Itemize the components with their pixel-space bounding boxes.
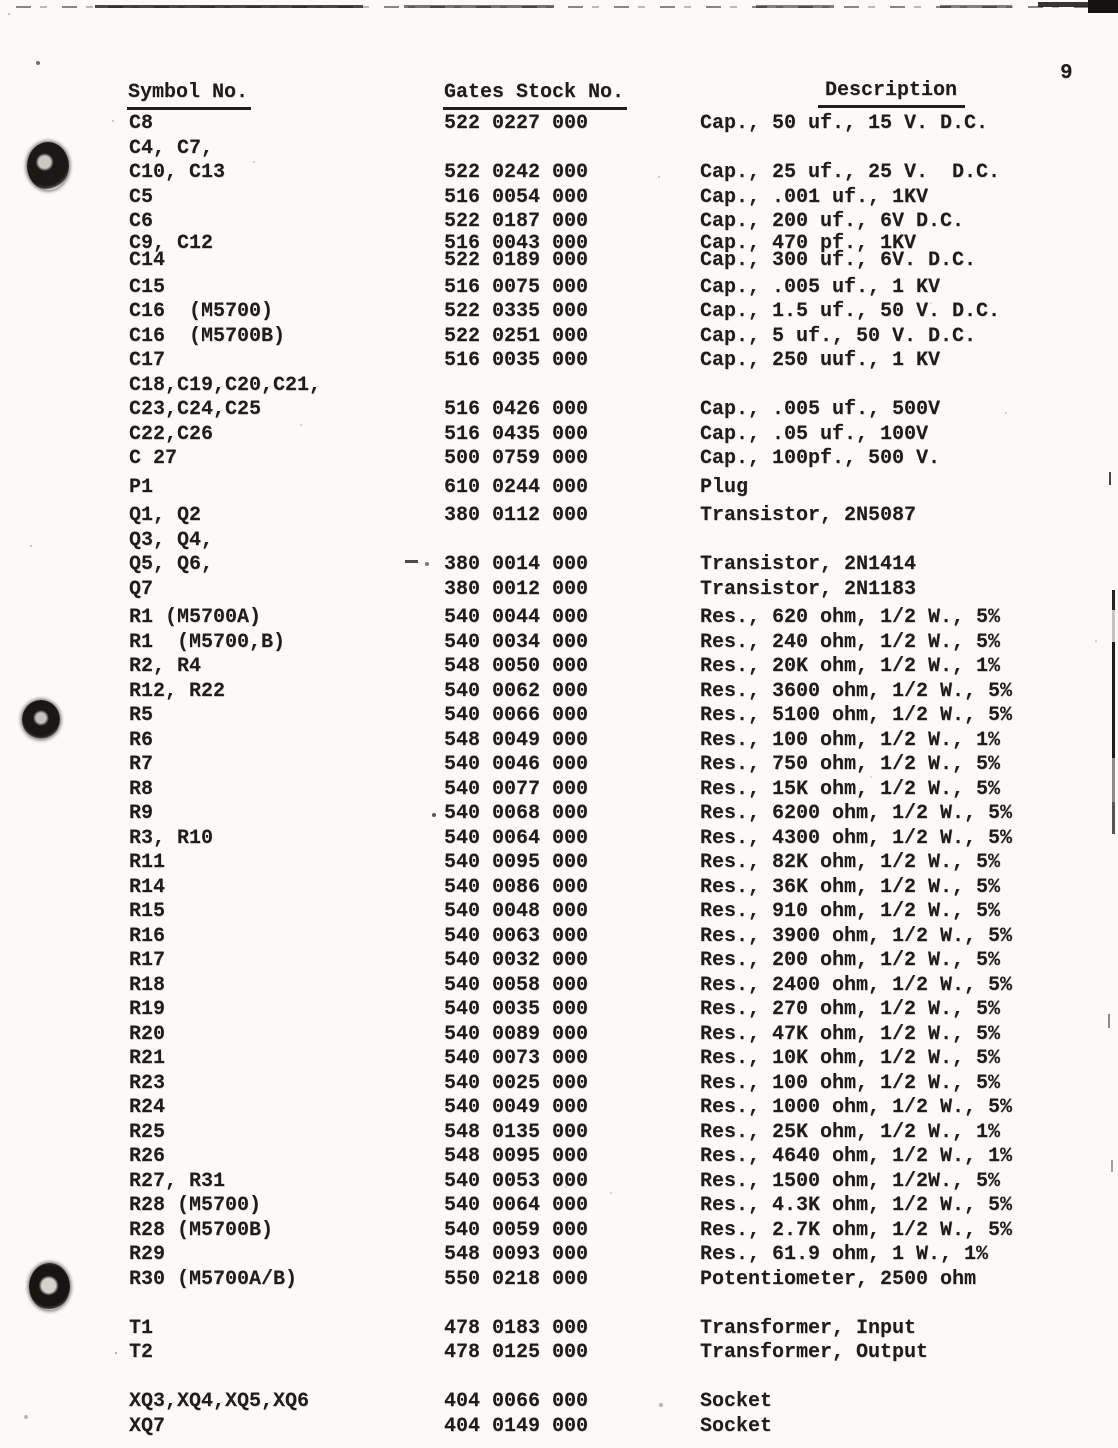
scan-edge-line xyxy=(940,5,1012,8)
stock-cell: 540 0066 000 xyxy=(444,704,589,727)
description-cell: Plug xyxy=(700,475,749,499)
description-cell: Res., 20K ohm, 1/2 W., 1% xyxy=(700,655,1001,678)
punch-hole-mark xyxy=(29,1263,70,1310)
description-cell: Transformer, Input xyxy=(700,1316,917,1340)
table-row xyxy=(129,1292,1109,1317)
description-cell: Res., 750 ohm, 1/2 W., 5% xyxy=(700,753,1001,776)
table-row xyxy=(129,802,1109,827)
stock-cell: 540 0073 000 xyxy=(444,1047,589,1070)
description-cell: Res., 2400 ohm, 1/2 W., 5% xyxy=(700,973,1013,997)
description-cell: Transistor, 2N1183 xyxy=(700,577,917,601)
scan-edge-line xyxy=(756,5,834,8)
stock-cell: 522 0187 000 xyxy=(444,210,589,233)
description-cell: Res., 100 ohm, 1/2 W., 5% xyxy=(700,1071,1001,1095)
symbol-cell: XQ7 xyxy=(129,1414,166,1438)
symbol-cell: R15 xyxy=(129,900,166,923)
stock-cell: 404 0066 000 xyxy=(444,1390,589,1413)
stock-cell: 540 0063 000 xyxy=(444,924,589,948)
table-row xyxy=(129,1170,1109,1195)
stock-cell: 516 0035 000 xyxy=(444,349,589,372)
stock-cell: 516 0054 000 xyxy=(444,185,589,209)
symbol-cell: C10, C13 xyxy=(129,161,226,184)
description-cell: Cap., 250 uuf., 1 KV xyxy=(700,349,941,372)
symbol-cell: R20 xyxy=(129,1022,166,1046)
stock-cell xyxy=(444,529,700,554)
table-row xyxy=(129,1390,1109,1415)
description-cell: Res., 3900 ohm, 1/2 W., 5% xyxy=(700,924,1013,948)
stock-cell: 404 0149 000 xyxy=(444,1414,589,1438)
scan-edge-mark xyxy=(1111,1160,1113,1172)
table-row xyxy=(129,876,1109,901)
description-cell: Cap., .05 uf., 100V xyxy=(700,422,929,446)
stock-cell: 522 0335 000 xyxy=(444,300,589,323)
stock-cell: 550 0218 000 xyxy=(444,1267,589,1291)
symbol-cell: R23 xyxy=(129,1071,166,1095)
symbol-cell: C15 xyxy=(129,275,166,299)
description-cell: Cap., .001 uf., 1KV xyxy=(700,185,929,209)
symbol-cell: R27, R31 xyxy=(129,1169,226,1193)
symbol-cell: XQ3,XQ4,XQ5,XQ6 xyxy=(129,1390,310,1413)
symbol-cell: C14 xyxy=(129,248,166,272)
description-cell: Res., 1000 ohm, 1/2 W., 5% xyxy=(700,1096,1013,1119)
symbol-cell: Q3, Q4, xyxy=(129,528,214,552)
description-cell xyxy=(700,374,1109,399)
description-cell: Socket xyxy=(700,1414,773,1438)
symbol-cell: R28 (M5700) xyxy=(129,1194,262,1217)
symbol-cell: R24 xyxy=(129,1096,166,1119)
symbol-cell xyxy=(129,1366,444,1391)
stock-cell: 540 0046 000 xyxy=(444,753,589,776)
symbol-cell: C 27 xyxy=(129,447,178,470)
stock-cell: 540 0032 000 xyxy=(444,949,589,972)
description-cell: Cap., 100pf., 500 V. xyxy=(700,447,941,470)
description-cell: Cap., 50 uf., 15 V. D.C. xyxy=(700,112,989,135)
description-cell: Cap., 25 uf., 25 V. D.C. xyxy=(700,161,1001,184)
description-cell: Res., 4.3K ohm, 1/2 W., 5% xyxy=(700,1194,1013,1217)
symbol-cell: C9, C12 xyxy=(129,231,214,255)
scan-edge-mark xyxy=(1109,472,1111,485)
symbol-cell: Q7 xyxy=(129,577,154,601)
symbol-cell: R7 xyxy=(129,753,154,776)
symbol-cell: T2 xyxy=(129,1341,154,1364)
table-row xyxy=(129,851,1109,876)
description-cell: Cap., 470 pf., 1KV xyxy=(700,231,917,255)
page-number: 9 xyxy=(1060,62,1073,85)
table-row xyxy=(129,606,1109,631)
punch-hole-mark xyxy=(22,700,60,739)
description-cell: Res., 15K ohm, 1/2 W., 5% xyxy=(700,777,1001,801)
symbol-cell: R1 (M5700A) xyxy=(129,606,262,629)
symbol-cell: P1 xyxy=(129,475,154,499)
stock-cell: 540 0095 000 xyxy=(444,851,589,874)
stock-cell: 500 0759 000 xyxy=(444,447,589,470)
description-cell: Transistor, 2N5087 xyxy=(700,504,917,527)
table-row xyxy=(129,325,1109,350)
table-row xyxy=(129,1415,1109,1440)
stock-cell: 540 0064 000 xyxy=(444,826,589,850)
symbol-cell: R12, R22 xyxy=(129,679,226,703)
column-header-gates-stock-no: Gates Stock No. xyxy=(443,82,627,110)
symbol-cell: R6 xyxy=(129,728,154,752)
table-row xyxy=(129,998,1109,1023)
description-cell: Res., 25K ohm, 1/2 W., 1% xyxy=(700,1120,1001,1144)
stock-cell: 540 0034 000 xyxy=(444,630,589,654)
table-row xyxy=(129,423,1109,448)
description-cell: Res., 82K ohm, 1/2 W., 5% xyxy=(700,851,1001,874)
table-row xyxy=(129,680,1109,705)
description-cell: Transistor, 2N1414 xyxy=(700,553,917,576)
description-cell: Res., 200 ohm, 1/2 W., 5% xyxy=(700,949,1001,972)
column-header-symbol-no: Symbol No. xyxy=(127,82,251,110)
stock-cell: 540 0048 000 xyxy=(444,900,589,923)
description-cell: Res., 2.7K ohm, 1/2 W., 5% xyxy=(700,1218,1013,1242)
table-row xyxy=(129,161,1109,186)
stock-cell: 522 0251 000 xyxy=(444,324,589,348)
stock-cell: 540 0068 000 xyxy=(444,802,589,825)
symbol-cell: C6 xyxy=(129,210,154,233)
table-row xyxy=(129,504,1109,529)
table-row xyxy=(129,137,1109,162)
table-row xyxy=(129,349,1109,374)
table-row xyxy=(129,1023,1109,1048)
symbol-cell: R29 xyxy=(129,1243,166,1266)
stock-cell: 540 0086 000 xyxy=(444,875,589,899)
description-cell: Res., 47K ohm, 1/2 W., 5% xyxy=(700,1022,1001,1046)
table-row xyxy=(129,925,1109,950)
symbol-cell: R3, R10 xyxy=(129,826,214,850)
symbol-cell: C17 xyxy=(129,349,166,372)
description-cell xyxy=(700,529,1109,554)
column-header-description: Description xyxy=(818,80,965,108)
table-row xyxy=(129,949,1109,974)
description-cell: Res., 620 ohm, 1/2 W., 5% xyxy=(700,606,1001,629)
symbol-cell: R16 xyxy=(129,924,166,948)
symbol-cell: R14 xyxy=(129,875,166,899)
description-cell: Socket xyxy=(700,1390,773,1413)
description-cell: Res., 61.9 ohm, 1 W., 1% xyxy=(700,1243,989,1266)
table-row xyxy=(129,1194,1109,1219)
description-cell xyxy=(700,1292,1109,1317)
description-cell: Res., 3600 ohm, 1/2 W., 5% xyxy=(700,679,1013,703)
stock-cell: 380 0012 000 xyxy=(444,577,589,601)
table-row xyxy=(129,1096,1109,1121)
stock-cell xyxy=(444,1292,700,1317)
stock-cell: 380 0014 000 xyxy=(444,553,589,576)
symbol-cell: R21 xyxy=(129,1047,166,1070)
scan-edge-line xyxy=(1038,2,1090,7)
description-cell: Res., 36K ohm, 1/2 W., 5% xyxy=(700,875,1001,899)
stock-cell: 540 0025 000 xyxy=(444,1071,589,1095)
symbol-cell: R9 xyxy=(129,802,154,825)
stock-cell: 548 0049 000 xyxy=(444,728,589,752)
stock-cell: 516 0435 000 xyxy=(444,422,589,446)
stock-cell: 380 0112 000 xyxy=(444,504,589,527)
stock-cell: 540 0062 000 xyxy=(444,679,589,703)
stock-cell: 516 0043 000 xyxy=(444,231,589,255)
stock-cell: 540 0089 000 xyxy=(444,1022,589,1046)
table-row xyxy=(129,655,1109,680)
table-row xyxy=(129,578,1109,603)
table-row xyxy=(129,704,1109,729)
symbol-cell: C4, C7, xyxy=(129,136,214,160)
description-cell: Cap., 300 uf., 6V. D.C. xyxy=(700,248,977,272)
symbol-cell: R8 xyxy=(129,777,154,801)
symbol-cell: R17 xyxy=(129,949,166,972)
symbol-cell: R1 (M5700,B) xyxy=(129,630,286,654)
table-row xyxy=(129,1341,1109,1366)
stock-cell: 540 0044 000 xyxy=(444,606,589,629)
parts-table-body xyxy=(129,112,1109,1439)
table-row xyxy=(129,1268,1109,1293)
description-cell: Res., 4300 ohm, 1/2 W., 5% xyxy=(700,826,1013,850)
scan-edge-corner-mark xyxy=(1088,0,1118,13)
stock-cell: 548 0135 000 xyxy=(444,1120,589,1144)
stock-cell xyxy=(444,1366,700,1391)
table-row xyxy=(129,1317,1109,1342)
table-row xyxy=(129,1243,1109,1268)
description-cell: Res., 910 ohm, 1/2 W., 5% xyxy=(700,900,1001,923)
table-row xyxy=(129,447,1109,472)
table-row xyxy=(129,476,1109,501)
table-row xyxy=(129,553,1109,578)
table-row xyxy=(129,374,1109,399)
symbol-cell: T1 xyxy=(129,1316,154,1340)
table-row xyxy=(129,248,1109,272)
table-row xyxy=(129,1072,1109,1097)
description-cell xyxy=(700,1366,1109,1391)
stock-cell: 478 0125 000 xyxy=(444,1341,589,1364)
table-row xyxy=(129,778,1109,803)
table-row xyxy=(129,1047,1109,1072)
stock-cell: 540 0035 000 xyxy=(444,998,589,1021)
symbol-cell xyxy=(129,1292,444,1317)
table-row xyxy=(129,631,1109,656)
description-cell: Cap., 5 uf., 50 V. D.C. xyxy=(700,324,977,348)
symbol-cell: C8 xyxy=(129,112,154,135)
symbol-cell: R30 (M5700A/B) xyxy=(129,1267,298,1291)
symbol-cell: R11 xyxy=(129,851,166,874)
description-cell: Transformer, Output xyxy=(700,1341,929,1364)
stock-cell xyxy=(444,374,700,399)
description-cell: Res., 100 ohm, 1/2 W., 1% xyxy=(700,728,1001,752)
description-cell: Cap., 200 uf., 6V D.C. xyxy=(700,210,965,233)
symbol-cell: R5 xyxy=(129,704,154,727)
stock-cell: 548 0050 000 xyxy=(444,655,589,678)
stock-cell: 522 0189 000 xyxy=(444,248,589,272)
table-row xyxy=(129,112,1109,137)
stock-cell: 540 0059 000 xyxy=(444,1218,589,1242)
symbol-cell: C22,C26 xyxy=(129,422,214,446)
stock-cell: 540 0077 000 xyxy=(444,777,589,801)
stock-cell: 610 0244 000 xyxy=(444,475,589,499)
scan-edge-line xyxy=(95,5,363,8)
table-row xyxy=(129,1121,1109,1146)
table-row xyxy=(129,529,1109,554)
description-cell: Res., 4640 ohm, 1/2 W., 1% xyxy=(700,1145,1013,1168)
table-row xyxy=(129,729,1109,754)
stock-cell: 540 0058 000 xyxy=(444,973,589,997)
symbol-cell: Q5, Q6, xyxy=(129,553,214,576)
description-cell: Cap., .005 uf., 1 KV xyxy=(700,275,941,299)
stock-cell: 540 0064 000 xyxy=(444,1194,589,1217)
stock-cell: 540 0053 000 xyxy=(444,1169,589,1193)
symbol-cell: R19 xyxy=(129,998,166,1021)
symbol-cell: C18,C19,C20,C21, xyxy=(129,373,322,397)
table-row xyxy=(129,300,1109,325)
description-cell: Res., 5100 ohm, 1/2 W., 5% xyxy=(700,704,1013,727)
table-row xyxy=(129,186,1109,211)
stock-cell xyxy=(444,137,700,162)
symbol-cell: C16 (M5700) xyxy=(129,300,274,323)
stock-cell: 522 0227 000 xyxy=(444,112,589,135)
table-row xyxy=(129,753,1109,778)
table-row xyxy=(129,276,1109,301)
table-row xyxy=(129,1219,1109,1244)
description-cell: Res., 270 ohm, 1/2 W., 5% xyxy=(700,998,1001,1021)
description-cell: Res., 1500 ohm, 1/2W., 5% xyxy=(700,1169,1001,1193)
scan-noise xyxy=(0,0,2,2)
description-cell: Cap., .005 uf., 500V xyxy=(700,398,941,421)
stock-cell: 548 0095 000 xyxy=(444,1145,589,1168)
description-cell: Potentiometer, 2500 ohm xyxy=(700,1267,977,1291)
symbol-cell: C5 xyxy=(129,185,154,209)
stock-cell: 516 0426 000 xyxy=(444,398,589,421)
symbol-cell: R18 xyxy=(129,973,166,997)
stock-cell: 548 0093 000 xyxy=(444,1243,589,1266)
description-cell: Res., 6200 ohm, 1/2 W., 5% xyxy=(700,802,1013,825)
symbol-cell: R25 xyxy=(129,1120,166,1144)
table-row xyxy=(129,974,1109,999)
description-cell: Cap., 1.5 uf., 50 V. D.C. xyxy=(700,300,1001,323)
symbol-cell: C16 (M5700B) xyxy=(129,324,286,348)
table-row xyxy=(129,1366,1109,1391)
scan-edge-line xyxy=(1112,590,1115,834)
description-cell: Res., 10K ohm, 1/2 W., 5% xyxy=(700,1047,1001,1070)
description-cell xyxy=(700,137,1109,162)
symbol-cell: Q1, Q2 xyxy=(129,504,202,527)
table-row xyxy=(129,900,1109,925)
stock-cell: 540 0049 000 xyxy=(444,1096,589,1119)
stock-cell: 478 0183 000 xyxy=(444,1316,589,1340)
table-row xyxy=(129,827,1109,852)
punch-hole-mark xyxy=(27,142,69,190)
symbol-cell: R28 (M5700B) xyxy=(129,1218,274,1242)
stock-cell: 522 0242 000 xyxy=(444,161,589,184)
table-row xyxy=(129,398,1109,423)
stock-cell: 516 0075 000 xyxy=(444,275,589,299)
symbol-cell: R26 xyxy=(129,1145,166,1168)
scan-edge-line xyxy=(404,5,554,8)
symbol-cell: C23,C24,C25 xyxy=(129,398,262,421)
description-cell: Res., 240 ohm, 1/2 W., 5% xyxy=(700,630,1001,654)
table-row xyxy=(129,210,1109,235)
table-row xyxy=(129,1145,1109,1170)
symbol-cell: R2, R4 xyxy=(129,655,202,678)
